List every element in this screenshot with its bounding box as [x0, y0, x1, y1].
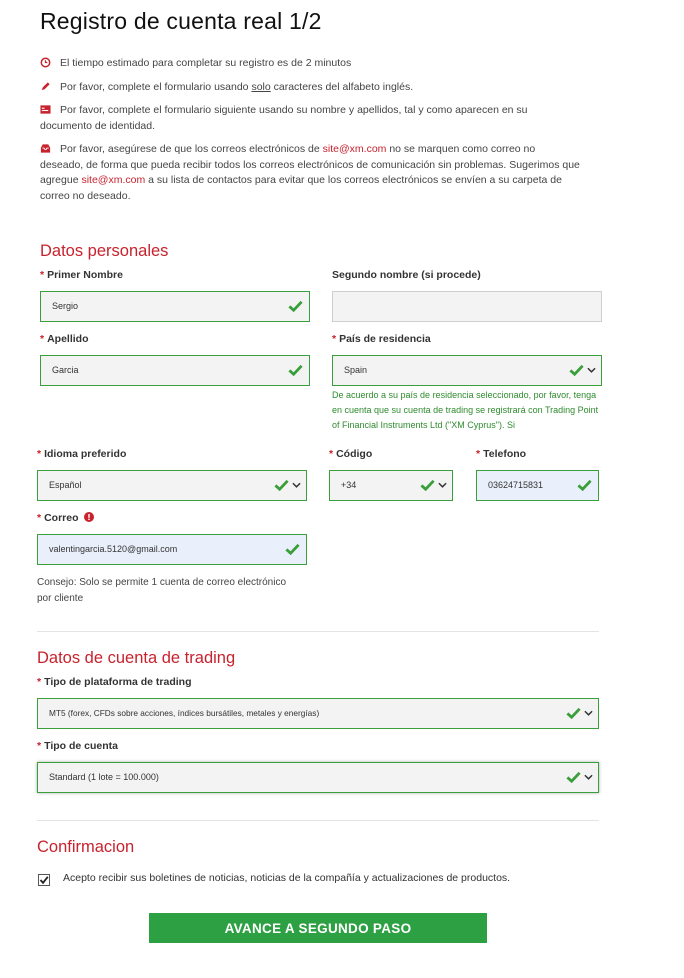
language-label: [37, 448, 126, 460]
inbox-icon: [40, 143, 51, 154]
last-name-label: [40, 333, 89, 345]
trading-data-heading: Datos de cuenta de trading: [37, 649, 236, 667]
first-name-label: [40, 269, 123, 281]
required-mark: *: [40, 269, 45, 281]
last-name-value: Garcia: [52, 365, 79, 375]
phone-value: 03624715831: [488, 480, 544, 490]
note-email-text-2: no se marquen como correo no deseado, de forma que pueda recibir todos los correos electrónicos de comunicación sin problemas. Sugerimos que agregue: [40, 143, 580, 186]
account-type-label: [37, 740, 118, 752]
chevron-down-icon: [584, 773, 593, 781]
note-identity: [40, 103, 580, 134]
phone-label: [476, 448, 526, 460]
chevron-down-icon: [292, 481, 301, 489]
note-identity-text: Por favor, complete el formulario siguiente usando su nombre y apellidos, tal y como aparecen en su documento de identidad.: [40, 104, 528, 132]
platform-label-text: Tipo de plataforma de trading: [44, 676, 192, 688]
check-icon: [285, 543, 300, 555]
note-email-text-3: a su lista de contactos para evitar que los correos electrónicos se envíen a su carpeta de correo no deseado.: [40, 174, 562, 202]
phone-field[interactable]: [476, 470, 599, 501]
country-help-text: De acuerdo a su país de residencia seleccionado, por favor, tenga en cuenta que su cuenta de trading se registrará con Trading Point of Financial Instruments Ltd ("XM Cyprus"). Si: [332, 390, 599, 430]
code-value: +34: [341, 480, 357, 490]
account-type-value: Standard (1 lote = 100.000): [49, 772, 159, 782]
required-mark: *: [40, 333, 45, 345]
check-icon: [569, 364, 584, 376]
section-divider: [37, 820, 599, 821]
note-alphabet-underlined: solo: [251, 81, 271, 93]
personal-data-heading: Datos personales: [40, 242, 169, 260]
language-select[interactable]: [37, 470, 307, 501]
note-time-text: El tiempo estimado para completar su registro es de 2 minutos: [60, 57, 352, 69]
note-alphabet-text-1: Por favor, complete el formulario usando: [60, 81, 252, 93]
code-label-text: Código: [336, 448, 373, 460]
phone-label-text: Telefono: [483, 448, 527, 460]
next-step-button[interactable]: AVANCE A SEGUNDO PASO: [149, 913, 487, 943]
language-value: Español: [49, 480, 82, 490]
platform-label: [37, 676, 192, 688]
last-name-label-text: Apellido: [47, 333, 89, 345]
required-mark: *: [37, 676, 42, 688]
required-mark: *: [37, 740, 42, 752]
chevron-down-icon: [438, 481, 447, 489]
email-field[interactable]: [37, 534, 307, 565]
country-label: [332, 333, 431, 345]
platform-value: MT5 (forex, CFDs sobre acciones, índices bursátiles, metales y energías): [49, 708, 320, 718]
email-hint: Consejo: Solo se permite 1 cuenta de correo electrónico por cliente: [37, 577, 287, 604]
middle-name-label: Segundo nombre (si procede): [332, 269, 481, 281]
language-label-text: Idioma preferido: [44, 448, 127, 460]
info-icon[interactable]: [84, 512, 94, 522]
country-select[interactable]: [332, 355, 602, 386]
check-icon: [274, 479, 289, 491]
checkmark-icon: [39, 875, 49, 885]
check-icon: [566, 707, 581, 719]
email-value: valentingarcia.5120@gmail.com: [49, 544, 178, 554]
id-card-icon: [40, 104, 51, 115]
email-link-2[interactable]: site@xm.com: [81, 174, 146, 186]
pencil-icon: [40, 81, 51, 92]
section-divider: [37, 631, 599, 632]
last-name-field[interactable]: [40, 355, 310, 386]
code-select[interactable]: [329, 470, 453, 501]
required-mark: *: [37, 512, 42, 524]
check-icon: [577, 479, 592, 491]
account-type-label-text: Tipo de cuenta: [44, 740, 118, 752]
first-name-field[interactable]: [40, 291, 310, 322]
note-email-text-1: Por favor, asegúrese de que los correos electrónicos de: [60, 143, 323, 155]
newsletter-checkbox[interactable]: [38, 874, 50, 886]
check-icon: [288, 300, 303, 312]
check-icon: [288, 364, 303, 376]
required-mark: *: [37, 448, 42, 460]
chevron-down-icon: [584, 709, 593, 717]
country-label-text: País de residencia: [339, 333, 431, 345]
middle-name-field[interactable]: [332, 291, 602, 322]
newsletter-label[interactable]: Acepto recibir sus boletines de noticias, noticias de la compañía y actualizaciones de productos.: [63, 872, 511, 884]
first-name-value: Sergio: [52, 301, 79, 311]
check-icon: [566, 771, 581, 783]
note-alphabet: [40, 80, 580, 96]
required-mark: *: [476, 448, 481, 460]
confirmation-heading: Confirmacion: [37, 838, 135, 856]
note-time: [40, 56, 580, 72]
note-alphabet-text-2: caracteres del alfabeto inglés.: [270, 81, 414, 93]
page-title: Registro de cuenta real 1/2: [40, 8, 322, 34]
email-label: [37, 512, 94, 524]
note-email: [40, 142, 580, 204]
chevron-down-icon: [587, 366, 596, 374]
platform-select[interactable]: [37, 698, 599, 729]
clock-icon: [40, 57, 51, 68]
required-mark: *: [332, 333, 337, 345]
email-label-text: Correo: [44, 512, 79, 524]
check-icon: [420, 479, 435, 491]
required-mark: *: [329, 448, 334, 460]
first-name-label-text: Primer Nombre: [47, 269, 123, 281]
email-link-1[interactable]: site@xm.com: [322, 143, 387, 155]
country-value: Spain: [344, 365, 368, 375]
account-type-select[interactable]: [37, 762, 599, 793]
code-label: [329, 448, 372, 460]
